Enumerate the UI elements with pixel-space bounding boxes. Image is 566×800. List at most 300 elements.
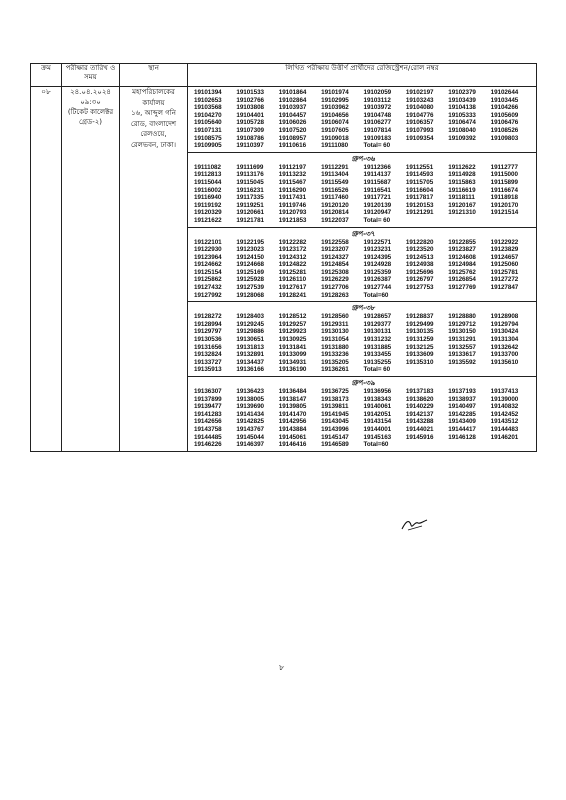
roll-number: 19138005 (236, 395, 264, 403)
roll-number: 19108575 (194, 134, 222, 142)
roll-number: 19125154 (194, 268, 222, 276)
roll-number: 19130925 (278, 336, 307, 344)
roll-number: 19119192 (194, 201, 222, 209)
roll-number: 19143154 (363, 418, 392, 426)
roll-number: 19136423 (236, 388, 264, 395)
roll-number: 19131885 (363, 343, 392, 351)
roll-number: 19137193 (448, 388, 476, 395)
roll-number: 19125359 (363, 268, 392, 276)
roll-number: 19143512 (490, 418, 519, 426)
roll-number: 19141283 (194, 410, 222, 418)
roll-number: 19112291 (321, 163, 349, 171)
exam-date: ২৪.০৪.২০২৪ (70, 88, 111, 96)
roll-number: 19129499 (405, 320, 434, 328)
roll-number: 19140497 (448, 403, 476, 411)
roll-number: 19117721 (363, 194, 391, 202)
exam-schedule-table (30, 63, 537, 452)
roll-number: 19116290 (278, 186, 307, 194)
roll-group (188, 87, 536, 153)
roll-number: 19103445 (490, 96, 519, 104)
roll-number: 19118918 (490, 194, 518, 202)
roll-grid (194, 164, 533, 225)
group-total: Total=60 (363, 291, 389, 299)
roll-number: 19128403 (236, 313, 264, 321)
roll-number: 19123520 (405, 246, 434, 254)
roll-number: 19109354 (405, 134, 434, 142)
roll-number: 19112197 (278, 163, 307, 171)
roll-number: 19111080 (321, 142, 349, 150)
roll-number: 19124327 (321, 253, 349, 261)
roll-number: 19123023 (236, 246, 264, 254)
roll-number: 19143996 (321, 425, 349, 433)
roll-number: 19120793 (278, 209, 307, 217)
roll-number: 19145147 (321, 433, 349, 441)
roll-number: 19104080 (405, 104, 434, 112)
roll-number: 19111699 (236, 163, 264, 171)
roll-grid (194, 388, 533, 449)
roll-number: 19139000 (490, 395, 519, 403)
roll-number: 19112777 (490, 163, 518, 171)
group-title: গ্রুপ-৩৭ (351, 229, 376, 238)
roll-number: 19130150 (448, 328, 476, 336)
roll-number: 19121853 (278, 216, 307, 224)
roll-number: 19133099 (278, 351, 307, 359)
roll-number: 19104270 (194, 111, 222, 119)
roll-number: 19144001 (363, 425, 392, 433)
roll-number: 19116002 (194, 186, 222, 194)
roll-number: 19122855 (448, 238, 476, 246)
roll-group (188, 153, 536, 228)
roll-number: 19117817 (405, 194, 434, 202)
roll-number: 19130130 (321, 328, 349, 336)
roll-number: 19106074 (321, 119, 349, 127)
page-number: ৮ (279, 663, 285, 672)
roll-number: 19144417 (448, 425, 476, 433)
roll-number: 19104138 (448, 104, 476, 112)
roll-number: 19120661 (236, 209, 264, 217)
roll-number: 19114928 (448, 171, 476, 179)
venue-line-1: মহাপরিচালকের (132, 88, 175, 96)
roll-number: 19120139 (363, 201, 392, 209)
roll-number: 19136956 (363, 388, 392, 395)
roll-number: 19133617 (448, 351, 476, 359)
roll-number: 19129797 (194, 328, 222, 336)
roll-number: 19127706 (321, 284, 349, 292)
roll-number: 19124513 (405, 253, 434, 261)
roll-number: 19104748 (363, 111, 392, 119)
roll-number: 19103112 (363, 96, 391, 104)
roll-number: 19114593 (405, 171, 434, 179)
roll-number: 19123231 (363, 246, 392, 254)
roll-number: 19125060 (490, 261, 519, 269)
roll-number: 19135255 (363, 358, 392, 366)
roll-number: 19121310 (448, 209, 476, 217)
venue-line-5: রেলওয়ে, (140, 130, 167, 138)
roll-number: 19104656 (321, 111, 349, 119)
roll-number: 19131656 (194, 343, 222, 351)
roll-number: 19103962 (321, 104, 349, 112)
roll-number: 19112622 (448, 163, 476, 171)
serial-cell: ০৮ (31, 87, 62, 452)
roll-number: 19134437 (236, 358, 264, 366)
roll-number: 19138937 (448, 395, 476, 403)
roll-number: 19123829 (490, 246, 519, 254)
roll-number: 19144483 (490, 425, 519, 433)
roll-number: 19109905 (194, 142, 222, 150)
roll-number: 19126387 (363, 276, 392, 284)
roll-number: 19128263 (321, 291, 349, 299)
roll-number: 19135610 (490, 358, 519, 366)
roll-number: 19121781 (236, 216, 264, 224)
roll-number: 19130536 (194, 336, 222, 344)
roll-number: 19144485 (194, 433, 222, 441)
roll-number: 19115000 (490, 171, 518, 179)
roll-number: 19136166 (236, 366, 264, 374)
roll-number: 19105609 (490, 111, 519, 119)
roll-number: 19142825 (236, 418, 264, 426)
roll-number: 19129245 (236, 320, 264, 328)
roll-number: 19141470 (278, 410, 307, 418)
roll-number: 19128657 (363, 313, 392, 321)
roll-number: 19130131 (363, 328, 392, 336)
roll-number: 19114137 (363, 171, 391, 179)
roll-number: 19142956 (278, 418, 307, 426)
roll-number: 19146416 (278, 441, 307, 449)
roll-number: 19145916 (405, 433, 434, 441)
roll-number: 19115687 (363, 178, 391, 186)
roll-number: 19122558 (321, 238, 349, 246)
roll-number: 19126854 (448, 276, 476, 284)
roll-number: 19122571 (363, 238, 392, 246)
roll-number: 19143409 (448, 418, 476, 426)
roll-number: 19139690 (236, 403, 264, 411)
venue-line-2: কার্যালয় (142, 98, 165, 107)
roll-number: 19135592 (448, 358, 476, 366)
roll-number: 19116231 (236, 186, 264, 194)
roll-number: 19116526 (321, 186, 349, 194)
roll-number: 19118111 (448, 194, 475, 202)
roll-number: 19126229 (321, 276, 349, 284)
roll-number: 19139811 (321, 403, 349, 411)
group-title: গ্রুপ-৩৮ (351, 304, 376, 313)
roll-number: 19136261 (321, 366, 349, 374)
roll-number: 19108040 (448, 126, 476, 134)
roll-number: 19116541 (363, 186, 391, 194)
roll-number: 19135205 (321, 358, 349, 366)
roll-number: 19146128 (448, 433, 476, 441)
roll-number: 19125308 (321, 268, 349, 276)
roll-number: 19102644 (490, 89, 519, 96)
roll-number: 19125696 (405, 268, 434, 276)
group-title: গ্রুপ-৩৬ (351, 154, 376, 163)
roll-number: 19127432 (194, 284, 222, 292)
roll-number: 19120153 (405, 201, 434, 209)
roll-number: 19106277 (363, 119, 392, 127)
post-name-line-2: গ্রেড-২) (78, 118, 103, 126)
roll-number: 19108526 (490, 126, 519, 134)
roll-number: 19103439 (448, 96, 476, 104)
roll-number: 19133609 (405, 351, 434, 359)
roll-number: 19128272 (194, 313, 222, 321)
roll-number: 19122101 (194, 238, 222, 246)
roll-number: 19137899 (194, 395, 222, 403)
roll-number: 19140229 (405, 403, 434, 411)
roll-group (188, 302, 536, 377)
roll-number: 19135913 (194, 366, 222, 374)
roll-number: 19123172 (278, 246, 307, 254)
roll-number: 19127769 (448, 284, 476, 292)
roll-number: 19127753 (405, 284, 434, 292)
roll-number: 19127617 (278, 284, 307, 292)
venue-line-4: রোড, বাংলাদেশ (130, 119, 177, 128)
roll-number: 19127992 (194, 291, 222, 299)
roll-number: 19104457 (278, 111, 307, 119)
roll-number: 19132824 (194, 351, 222, 359)
roll-number: 19124984 (448, 261, 476, 269)
roll-number: 19131232 (363, 336, 392, 344)
roll-number: 19145061 (278, 433, 307, 441)
roll-number: 19121291 (405, 209, 434, 217)
roll-number: 19134931 (278, 358, 307, 366)
roll-number: 19113176 (236, 171, 264, 179)
roll-number: 19140832 (490, 403, 519, 411)
roll-number: 19122282 (278, 238, 307, 246)
roll-number: 19138173 (321, 395, 349, 403)
exam-time: ০৯:৩০ (80, 98, 101, 106)
roll-number: 19122037 (321, 216, 349, 224)
roll-number: 19137413 (490, 388, 519, 395)
roll-number: 19116674 (490, 186, 518, 194)
roll-number: 19120947 (363, 209, 392, 217)
roll-number: 19133236 (321, 351, 349, 359)
roll-number: 19142137 (405, 410, 434, 418)
roll-number: 19102864 (278, 96, 307, 104)
roll-number: 19122922 (490, 238, 519, 246)
roll-number: 19105728 (236, 119, 264, 127)
roll-number: 19107993 (405, 126, 434, 134)
roll-number: 19143767 (236, 425, 264, 433)
header-venue: স্থান (120, 64, 188, 87)
roll-number: 19128241 (278, 291, 307, 299)
roll-number: 19128068 (236, 291, 264, 299)
roll-number: 19132891 (236, 351, 264, 359)
header-serial: ক্রম (31, 64, 62, 87)
roll-number: 19136484 (278, 388, 307, 395)
roll-number: 19109392 (448, 134, 476, 142)
roll-number: 19124668 (236, 261, 264, 269)
roll-number: 19116940 (194, 194, 222, 202)
group-total: Total= 60 (363, 142, 391, 150)
roll-number: 19112813 (194, 171, 222, 179)
roll-number: 19133700 (490, 351, 519, 359)
roll-number: 19120167 (448, 201, 476, 209)
roll-number: 19107520 (278, 126, 307, 134)
roll-number: 19141945 (321, 410, 349, 418)
roll-number: 19103568 (194, 104, 222, 112)
roll-number: 19129923 (278, 328, 307, 336)
roll-number: 19115899 (490, 178, 518, 186)
roll-number: 19102766 (236, 96, 264, 104)
post-name-line-1: (টিকেট কালেক্টর (67, 108, 114, 116)
header-roll-numbers: লিখিত পরীক্ষায় উত্তীর্ণ প্রার্থীদের রেজিস্ট্রেশন/রোল নম্বর (188, 64, 537, 87)
roll-number: 19120329 (194, 209, 222, 217)
roll-number: 19136190 (278, 366, 307, 374)
roll-number: 19122195 (236, 238, 264, 246)
roll-number: 19128512 (278, 313, 307, 321)
roll-number: 19145163 (363, 433, 392, 441)
group-total: Total=60 (363, 441, 389, 449)
roll-number: 19123207 (321, 246, 349, 254)
roll-number: 19132125 (405, 343, 434, 351)
roll-number: 19112366 (363, 163, 391, 171)
roll-number: 19142452 (490, 410, 519, 418)
roll-number: 19107605 (321, 126, 349, 134)
roll-number: 19130135 (405, 328, 434, 336)
roll-number: 19132642 (490, 343, 519, 351)
roll-number: 19143045 (321, 418, 349, 426)
roll-number: 19109018 (321, 134, 349, 142)
roll-number: 19124662 (194, 261, 222, 269)
roll-number: 19112551 (405, 163, 434, 171)
roll-number: 19106357 (405, 119, 434, 127)
roll-number: 19142285 (448, 410, 476, 418)
roll-number: 19101974 (321, 89, 349, 96)
roll-number: 19129794 (490, 320, 519, 328)
roll-number: 19125762 (448, 268, 476, 276)
roll-number: 19117460 (321, 194, 349, 202)
roll-number: 19115705 (405, 178, 434, 186)
roll-number: 19125862 (194, 276, 222, 284)
venue-line-6: রেলভবন, ঢাকা। (130, 140, 177, 149)
roll-number: 19121622 (194, 216, 222, 224)
roll-number: 19132557 (448, 343, 476, 351)
roll-number: 19124657 (490, 253, 519, 261)
roll-number: 19113404 (321, 171, 349, 179)
roll-number: 19123964 (194, 253, 222, 261)
roll-number: 19128994 (194, 320, 222, 328)
roll-number: 19125928 (236, 276, 264, 284)
roll-number: 19120120 (321, 201, 349, 209)
table-header-row (31, 64, 537, 87)
roll-number: 19143758 (194, 425, 222, 433)
roll-number: 19138620 (405, 395, 434, 403)
roll-number: 19131880 (321, 343, 349, 351)
roll-number: 19135310 (405, 358, 434, 366)
roll-number: 19146201 (490, 433, 519, 441)
roll-number: 19126797 (405, 276, 434, 284)
roll-number: 19113232 (278, 171, 307, 179)
roll-number: 19105333 (448, 111, 476, 119)
header-date-time: পরীক্ষার তারিখ ও সময় (62, 64, 120, 87)
roll-number: 19124395 (363, 253, 392, 261)
roll-number: 19107309 (236, 126, 264, 134)
roll-number: 19129886 (236, 328, 264, 336)
roll-number: 19137183 (405, 388, 434, 395)
roll-number: 19102995 (321, 96, 349, 104)
roll-number: 19142656 (194, 418, 222, 426)
group-total: Total= 60 (363, 216, 391, 224)
roll-number: 19124312 (278, 253, 307, 261)
signature-mark (400, 517, 430, 533)
roll-number: 19115467 (278, 178, 307, 186)
roll-number: 19127847 (490, 284, 519, 292)
roll-number: 19124822 (278, 261, 307, 269)
roll-number: 19140061 (363, 403, 392, 411)
roll-number: 19121514 (490, 209, 519, 217)
roll-number: 19129257 (278, 320, 307, 328)
roll-number: 19104266 (490, 104, 519, 112)
roll-number: 19105640 (194, 119, 222, 127)
roll-number: 19108957 (278, 134, 307, 142)
group-total: Total= 60 (363, 366, 391, 374)
roll-number: 19102059 (363, 89, 392, 96)
roll-number: 19124938 (405, 261, 434, 269)
roll-number: 19131841 (278, 343, 307, 351)
roll-number: 19136725 (321, 388, 349, 395)
roll-number: 19131813 (236, 343, 264, 351)
roll-number: 19124608 (448, 253, 476, 261)
roll-number: 19116604 (405, 186, 434, 194)
roll-number: 19124150 (236, 253, 264, 261)
date-time-cell (62, 87, 120, 452)
roll-number: 19102379 (448, 89, 476, 96)
roll-number: 19131304 (490, 336, 519, 344)
roll-number: 19146226 (194, 441, 222, 449)
roll-number: 19109183 (363, 134, 392, 142)
roll-number: 19129311 (321, 320, 349, 328)
roll-number: 19103808 (236, 104, 264, 112)
roll-number: 19102197 (405, 89, 434, 96)
roll-number: 19143288 (405, 418, 434, 426)
roll-number: 19102653 (194, 96, 222, 104)
roll-number: 19115549 (321, 178, 349, 186)
roll-number: 19119746 (278, 201, 307, 209)
roll-number: 19115863 (448, 178, 476, 186)
roll-number: 19122930 (194, 246, 222, 254)
roll-number: 19133727 (194, 358, 222, 366)
roll-number: 19126110 (278, 276, 307, 284)
roll-number: 19131291 (448, 336, 476, 344)
roll-number: 19124928 (363, 261, 392, 269)
roll-number: 19107131 (194, 126, 222, 134)
roll-group (188, 228, 536, 303)
roll-number: 19127272 (490, 276, 519, 284)
roll-number: 19107814 (363, 126, 392, 134)
roll-number: 19104776 (405, 111, 434, 119)
roll-number: 19111082 (194, 163, 221, 171)
roll-number: 19129377 (363, 320, 392, 328)
roll-group (188, 377, 536, 451)
roll-number: 19128880 (448, 313, 476, 321)
roll-number: 19125781 (490, 268, 519, 276)
roll-number: 19106476 (490, 119, 519, 127)
roll-number: 19103937 (278, 104, 307, 112)
roll-number: 19138343 (363, 395, 392, 403)
roll-number: 19119251 (236, 201, 264, 209)
roll-number: 19104401 (236, 111, 264, 119)
roll-number: 19120170 (490, 201, 519, 209)
roll-number: 19129712 (448, 320, 476, 328)
roll-number: 19139805 (278, 403, 307, 411)
roll-number: 19110397 (236, 142, 264, 150)
roll-number: 19141434 (236, 410, 264, 418)
roll-number: 19128837 (405, 313, 434, 321)
roll-number: 19124854 (321, 261, 349, 269)
group-title: গ্রুপ-৩৯ (351, 379, 376, 387)
venue-line-3: ১৬, আব্দুল গনি (131, 109, 176, 117)
roll-number: 19101394 (194, 89, 222, 96)
roll-number: 19125281 (278, 268, 307, 276)
